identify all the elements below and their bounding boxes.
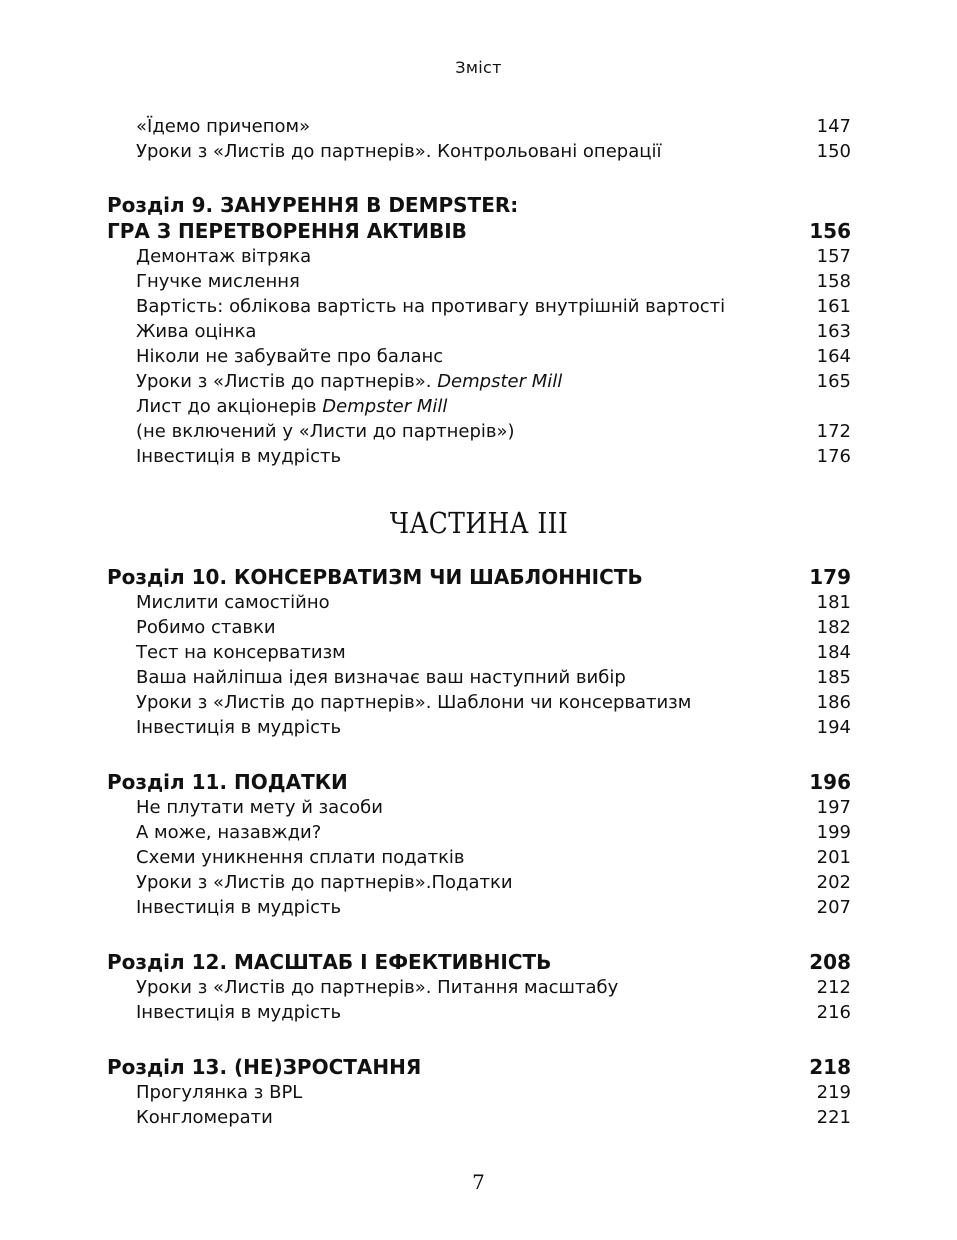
chapter-9-heading-line2[interactable] (107, 218, 851, 244)
toc-entry[interactable] (107, 369, 851, 394)
toc-entry-page: 172 (816, 421, 851, 442)
toc-entry-label: «Їдемо причепом» (136, 116, 311, 137)
toc-entry-page: 184 (816, 642, 851, 663)
toc-entry-label-italic: Dempster Mill (322, 396, 448, 417)
toc-entry[interactable] (107, 1000, 851, 1025)
chapter-page: 179 (809, 565, 851, 589)
toc-entry-page: 163 (816, 321, 851, 342)
toc-entry-line2[interactable] (107, 419, 851, 444)
toc-entry-page: 201 (816, 847, 851, 868)
toc-entry-page: 164 (816, 346, 851, 367)
toc-entry[interactable] (107, 870, 851, 895)
toc-entry-label-prefix: Уроки з «Листів до партнерів». (136, 371, 438, 392)
toc-entry-page: 202 (816, 872, 851, 893)
toc-entry[interactable] (107, 1105, 851, 1130)
toc-entry-label: Робимо ставки (136, 617, 276, 638)
toc-entry-label: Уроки з «Листів до партнерів».Податки (136, 872, 513, 893)
toc-entry-page: 186 (816, 692, 851, 713)
toc-entry-line1[interactable] (107, 394, 851, 419)
chapter-title: Розділ 9. ЗАНУРЕННЯ В DEMPSTER: (107, 193, 519, 217)
chapter-title: Розділ 13. (НЕ)ЗРОСТАННЯ (107, 1055, 422, 1079)
toc-entry-page: 197 (816, 797, 851, 818)
toc-entry[interactable] (107, 114, 851, 139)
part-title: ЧАСТИНА III (389, 506, 569, 540)
toc-entry-label: Конгломерати (136, 1107, 273, 1128)
toc-entry-page: 219 (816, 1082, 851, 1103)
page-number: 7 (472, 1170, 485, 1194)
toc-entry-label: Жива оцінка (136, 321, 257, 342)
toc-entry-label: Уроки з «Листів до партнерів». Шаблони чи консерватизм (136, 692, 692, 713)
toc-entry-page: 185 (816, 667, 851, 688)
toc-entry-page: 221 (816, 1107, 851, 1128)
toc-entry-page: 161 (816, 296, 851, 317)
chapter-9-heading-line1[interactable] (107, 192, 851, 218)
toc-entry[interactable] (107, 690, 851, 715)
toc-entry-label: А може, назавжди? (136, 822, 322, 843)
toc-entry-label: Інвестиція в мудрість (136, 897, 342, 918)
toc-entry-page: 194 (816, 717, 851, 738)
toc-entry-label-italic: Dempster Mill (437, 371, 563, 392)
toc-entry-label (107, 394, 447, 419)
toc-entry[interactable] (107, 244, 851, 269)
toc-entry[interactable] (107, 590, 851, 615)
toc-entry[interactable] (107, 444, 851, 469)
toc-entry[interactable] (107, 715, 851, 740)
chapter-11-heading[interactable] (107, 769, 851, 795)
chapter-page: 156 (809, 219, 851, 243)
toc-entry-page: 212 (816, 977, 851, 998)
chapter-title: Розділ 12. МАСШТАБ І ЕФЕКТИВНІСТЬ (107, 950, 552, 974)
toc-entry-page: 181 (816, 592, 851, 613)
toc-entry-page: 199 (816, 822, 851, 843)
toc-entry-label-prefix: Лист до акціонерів (136, 396, 323, 417)
toc-entry-page: 216 (816, 1002, 851, 1023)
toc-entry-label: Інвестиція в мудрість (136, 1002, 342, 1023)
toc-entry-label: Інвестиція в мудрість (136, 717, 342, 738)
toc-entry-label: Демонтаж вітряка (136, 246, 312, 267)
chapter-12-heading[interactable] (107, 949, 851, 975)
toc-entry-page: 150 (816, 141, 851, 162)
toc-entry-label: Прогулянка з BPL (136, 1082, 303, 1103)
toc-entry-label: Уроки з «Листів до партнерів». Питання масштабу (136, 977, 619, 998)
toc-entry[interactable] (107, 845, 851, 870)
chapter-title: Розділ 10. КОНСЕРВАТИЗМ ЧИ ШАБЛОННІСТЬ (107, 565, 643, 589)
toc-entry-label (107, 369, 562, 394)
chapter-page: 218 (809, 1055, 851, 1079)
chapter-title: Розділ 11. ПОДАТКИ (107, 770, 348, 794)
toc-entry-label: Уроки з «Листів до партнерів». Контрольовані операції (136, 141, 662, 162)
toc-entry-page: 158 (816, 271, 851, 292)
toc-entry-label: Гнучке мислення (136, 271, 300, 292)
toc-entry[interactable] (107, 344, 851, 369)
toc-entry[interactable] (107, 139, 851, 164)
toc-entry[interactable] (107, 615, 851, 640)
toc-entry[interactable] (107, 975, 851, 1000)
table-of-contents (107, 114, 851, 1130)
chapter-title: ГРА З ПЕРЕТВОРЕННЯ АКТИВІВ (107, 219, 467, 243)
toc-entry[interactable] (107, 640, 851, 665)
toc-entry[interactable] (107, 1080, 851, 1105)
running-header: Зміст (455, 58, 502, 77)
toc-entry-page: 157 (816, 246, 851, 267)
toc-entry[interactable] (107, 820, 851, 845)
toc-entry-label: Ніколи не забувайте про баланс (136, 346, 444, 367)
toc-entry-label: Вартість: облікова вартість на противагу внутрішній вартості (136, 296, 726, 317)
toc-entry-label: Не плутати мету й засоби (136, 797, 383, 818)
toc-entry-label: Тест на консерватизм (136, 642, 346, 663)
toc-entry[interactable] (107, 269, 851, 294)
toc-entry-page: 207 (816, 897, 851, 918)
chapter-13-heading[interactable] (107, 1054, 851, 1080)
toc-entry-label: Інвестиція в мудрість (136, 446, 342, 467)
toc-entry-label: Мислити самостійно (136, 592, 330, 613)
toc-entry-label: (не включений у «Листи до партнерів») (136, 421, 515, 442)
toc-entry[interactable] (107, 294, 851, 319)
toc-entry-page: 147 (816, 116, 851, 137)
toc-entry-page: 165 (816, 371, 851, 392)
toc-entry[interactable] (107, 319, 851, 344)
toc-entry-label: Схеми уникнення сплати податків (136, 847, 465, 868)
toc-entry-page: 176 (816, 446, 851, 467)
chapter-page: 196 (809, 770, 851, 794)
toc-entry-label: Ваша найліпша ідея визначає ваш наступний вибір (136, 667, 626, 688)
chapter-10-heading[interactable] (107, 564, 851, 590)
toc-entry[interactable] (107, 795, 851, 820)
toc-entry[interactable] (107, 665, 851, 690)
chapter-page: 208 (809, 950, 851, 974)
toc-entry[interactable] (107, 895, 851, 920)
toc-entry-page: 182 (816, 617, 851, 638)
